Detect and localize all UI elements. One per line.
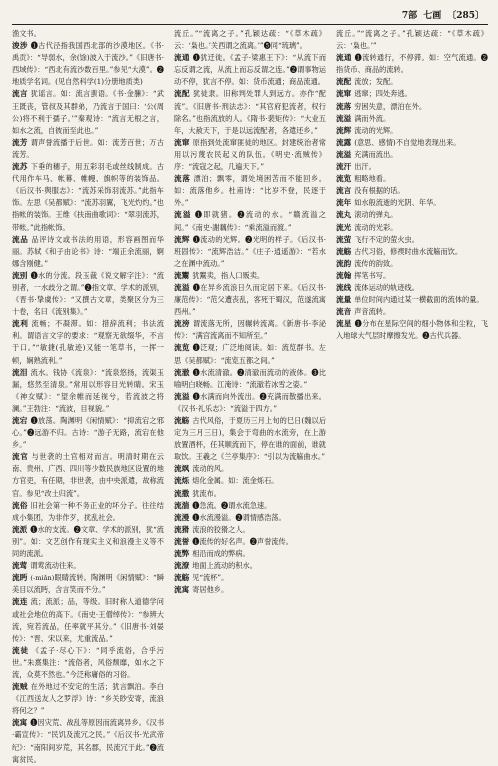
entry-headword: 流落 <box>336 101 352 111</box>
dictionary-entry <box>174 560 326 572</box>
dictionary-entry <box>174 512 326 524</box>
entry-definition: 地面上流动的积水。 <box>192 561 257 571</box>
entry-headword: 流量 <box>336 295 352 305</box>
entry-definition: 流动的光辉。 <box>354 125 398 135</box>
entry-definition: 原指到处流窜匪徒的地区。封建统治者常用以污蔑农民起义的队伍。《明史·流贼传》序：“流寇之起，几遍天下。” <box>174 137 326 172</box>
entry-headword: 流徒 <box>12 645 29 655</box>
dictionary-entry <box>12 367 164 415</box>
dictionary-entry <box>12 318 164 366</box>
entry-headword: 流溢 <box>336 149 352 159</box>
dictionary-entry <box>12 500 164 524</box>
entry-definition: 谓声誉流播于后世。如：流芳百世；万古流芳。 <box>12 137 164 159</box>
entry-headword: 流辉 <box>174 234 190 244</box>
entry-headword: 流溢 <box>174 391 190 401</box>
entry-headword: 流品 <box>12 234 29 244</box>
dictionary-entry <box>336 173 488 185</box>
entry-headword: 流鬻 <box>174 270 190 280</box>
entry-definition: 流丘。”“流离之子。”孔颖达疏：“《草木疏》云：‘枭也。’关西谓之流离。’”❺同“琉璃”。 <box>174 29 326 51</box>
entry-definition: 流水。钱协《流泉》：“流泉悠扬，流渠玉漏，悠然至清泉。”常用以形容目光转睛。宋玉《神女赋》：“望余帷而延视兮，若流波之将澜。”王勃注：“流波，目视貌。” <box>12 367 164 413</box>
dictionary-entry <box>174 270 326 282</box>
entry-headword: 流澈 <box>174 367 190 377</box>
entry-definition: 谓流落无所，因辗转流离。《新唐书·李泌传》：“满宫流离而不知所至。” <box>174 319 327 341</box>
entry-headword: 流寓 <box>174 585 190 595</box>
entry-definition: 挥笔书写。 <box>354 270 391 280</box>
entry-definition: ❶即就猪。❷流动的水。“赣流溢之间。”《南史·謝藕传》：“乘流溢而渡。” <box>174 210 326 232</box>
columns <box>12 28 488 764</box>
entry-pronunciation: (-miǎn) <box>30 574 55 583</box>
entry-definition: ❶在异乡流浪日久而定居下来。《后汉书·廉范传》：“范父遭丧乱，客死于蜀汉，范遂流寓西州。” <box>174 282 327 317</box>
entry-definition: 相沿而成的弊病。 <box>192 549 250 559</box>
entry-definition: 流丘。”“流离之子。”孔颖达疏：“《草木疏》云：‘枭也。’” <box>336 29 488 51</box>
entry-headword: 流贼 <box>12 682 28 692</box>
entry-definition: ❶放荡。陶渊明《闲情赋》：“抑流宕之邪心。”❷远游不归。古诗：“游子无路，流宕在他乡。” <box>12 416 164 450</box>
header-rule <box>12 24 488 25</box>
dictionary-entry <box>336 161 488 173</box>
dictionary-entry <box>12 28 164 40</box>
entry-headword: 流撒 <box>174 488 190 498</box>
entry-headword: 流线 <box>336 282 352 292</box>
entry-headword: 流誉 <box>174 536 190 546</box>
dictionary-entry <box>336 113 488 125</box>
entry-headword: 流寓 <box>12 718 28 728</box>
dictionary-entry <box>12 596 164 644</box>
entry-headword: 流湍 <box>174 500 190 510</box>
entry-headword: 流莺 <box>12 561 28 571</box>
dictionary-entry <box>336 76 488 88</box>
entry-headword: 流猾 <box>174 524 190 534</box>
entry-headword: 流滂 <box>174 319 190 329</box>
entry-headword: 流苏 <box>12 162 28 172</box>
entry-definition: 流放；发配。 <box>354 77 398 87</box>
entry-definition: 流动的光彩。 <box>354 222 398 232</box>
dictionary-entry <box>174 500 326 512</box>
dictionary-entry <box>12 451 164 499</box>
entry-definition: 见“流杯”。 <box>192 573 229 583</box>
entry-definition: 没有根据的话。 <box>354 186 405 196</box>
entry-definition: 逃窜；四处奔逃。 <box>354 89 412 99</box>
entry-headword: 流觞 <box>336 246 352 256</box>
entry-definition: ❶流动的光辉。❷光明的样子。《后汉书·班固传》：“流辉浩洁。”《庄子·逍遥游》：“若水之在渊中流动。” <box>174 234 327 268</box>
entry-definition: 与世袭的土官相对而言。明清时期在云南、贵州、广西、四川等少数民族地区设置的地方官吏，有任期，非世袭，由中央派遣，故称流官。参见“改土归流”。 <box>12 452 164 498</box>
entry-headword: 流丸 <box>336 210 352 220</box>
entry-headword: 流览 <box>336 174 352 184</box>
entry-headword: 流落 <box>174 174 191 184</box>
middle-column <box>174 28 326 678</box>
dictionary-entry <box>12 161 164 234</box>
dictionary-entry <box>174 367 326 391</box>
entry-definition: 古代习俗，修禊时曲水流觞而饮。 <box>354 246 463 256</box>
dictionary-entry <box>12 270 164 318</box>
dictionary-entry <box>174 282 326 318</box>
dictionary-entry <box>174 28 326 52</box>
entry-definition: 旧社会第一种不务正业的坏分子。往往结成小集团，为非作歹，扰乱社会。 <box>12 500 164 522</box>
entry-definition: 熔化金属。如：流金烁石。 <box>192 476 279 486</box>
entry-headword: 流通 <box>174 53 190 63</box>
dictionary-entry <box>336 52 488 76</box>
dictionary-entry <box>174 137 326 173</box>
entry-headword: 流辉 <box>336 125 352 135</box>
page-number: 〔285〕 <box>447 10 484 21</box>
entry-definition: (意思、感情)不自觉地表现出来。 <box>354 137 461 147</box>
entry-definition: 流动的风。 <box>192 464 229 474</box>
entry-headword: 流露 <box>336 137 352 147</box>
dictionary-entry <box>12 415 164 451</box>
left-column <box>12 28 165 764</box>
entry-headword: 流漫 <box>174 512 190 522</box>
entry-definition: 流浪的狡猾之人。 <box>192 524 250 534</box>
entry-headword: 流言 <box>336 186 352 196</box>
entry-definition: 犹鬻卖，指人口贩卖。 <box>192 270 265 280</box>
entry-headword: 流音 <box>336 307 352 317</box>
entry-definition: 飞行不定的萤火虫。 <box>354 234 419 244</box>
entry-definition: ❶水的分流。段玉裁《说文解字注》：“流别者，一水歧分之谓。”❷指文章、学术的派别，《晋书·挚虞传》：“又撰古文章，类聚区分为三十卷，名曰《流别集》。” <box>12 270 164 317</box>
entry-headword: 流翰 <box>336 270 352 280</box>
dictionary-entry <box>174 415 326 463</box>
entry-definition: 犹徒隶。旧称判处罪人到远方。亦作“配流”。《旧唐书·刑法志》：“其官府犯流者，权行除名。”也指流放的人。《隋书·裴矩传》：“大业五年，大赦天下，于是以远流配者，各遣还乡。” <box>174 89 326 135</box>
entry-headword: 流星 <box>336 319 352 329</box>
dictionary-entry <box>336 306 488 318</box>
dictionary-entry <box>336 185 488 197</box>
entry-definition: 如水般流逝的光阴、年华。 <box>354 198 441 208</box>
dictionary-entry <box>336 294 488 306</box>
dictionary-entry <box>12 572 164 596</box>
dictionary-entry <box>174 584 326 596</box>
entry-headword: 流弊 <box>174 549 190 559</box>
entry-definition: 犹流布。 <box>192 488 221 498</box>
entry-headword: 流潦 <box>174 561 190 571</box>
entry-definition: ❶水流漫溢。❷谓情感浩荡。 <box>192 512 286 522</box>
stroke-section: 七画 <box>423 10 442 21</box>
entry-headword: 流觞 <box>174 573 190 583</box>
entry-headword: 浚涉 <box>12 41 28 51</box>
entry-headword: 流烁 <box>174 476 190 486</box>
dictionary-entry <box>174 88 326 136</box>
entry-headword: 流别 <box>12 270 28 280</box>
entry-definition: 犹谣言。如：流言蜚语。《书·金縢》：“武王既丧，管叔及其群弟，乃流言于国曰：‘公(周公)将不利于孺子。’”秦观诗：“流言无根之言，如水之流，自彼而至此也。” <box>12 89 165 135</box>
dictionary-entry <box>336 149 488 161</box>
entry-headword: 流年 <box>336 198 352 208</box>
dictionary-entry <box>174 52 326 88</box>
dictionary-entry <box>12 681 164 717</box>
dictionary-entry <box>336 101 488 113</box>
dictionary-entry <box>174 536 326 548</box>
entry-definition: 声音流转。 <box>354 307 391 317</box>
entry-definition: 充满而流出。 <box>354 149 398 159</box>
dictionary-entry <box>174 475 326 487</box>
entry-definition: 下垂的穗子，用五彩羽毛或丝线制成。古代用作车马、帐幕、帷幔、旗帜等的装饰品。《后汉书·舆服志》：“流苏采饰羽流苏。”此指车饰。左思《吴都赋》：“流苏羽翼，飞光灼灼。”也指帐的装饰。王维《扶南曲歌词》：“翠羽流苏，带帐。”此指帐饰。 <box>12 162 164 232</box>
dictionary-entry <box>336 282 488 294</box>
dictionary-entry <box>336 88 488 100</box>
dictionary-entry <box>12 717 164 765</box>
entry-headword: 流览 <box>174 343 190 353</box>
entry-definition: ❶水的支流。❷文章、学术的派别，犹“流别”。如：文艺创作有现实主义和浪漫主义等不同的流派。 <box>12 524 164 559</box>
entry-headword: 流眄 <box>12 573 28 583</box>
entry-headword: 流萤 <box>336 234 352 244</box>
dictionary-entry <box>336 234 488 246</box>
entry-definition: 穷困失意，漂泊在外。 <box>354 101 427 111</box>
entry-headword: 流宕 <box>12 416 28 425</box>
entry-definition: 流体运动的轨迹线。 <box>354 282 419 292</box>
entry-headword: 流芳 <box>12 137 28 147</box>
dictionary-entry <box>336 270 488 282</box>
entry-headword: 流飒 <box>174 464 190 474</box>
dictionary-entry <box>336 125 488 137</box>
entry-definition: 在外地过不安定的生活；犹言飘泊。李白《江西送友人之罗浮》诗：“乡关眇安寄，流浪将何之？” <box>12 682 164 716</box>
page-header <box>12 6 488 22</box>
entry-definition: ❶分布在星际空间的细小物体和尘粒，飞入地球大气层时摩擦发光。❷古代兵器。 <box>336 319 488 341</box>
entry-headword: 流溢 <box>174 210 192 220</box>
entry-definition: 渔文书。 <box>12 29 41 38</box>
dictionary-entry <box>12 88 164 136</box>
entry-definition: 流畅；不凝滞。如：措辞流利；书法流利。谓语言文字的要求：“观察无欲缀华，不言于口。”“敏捷(孔敏迹)又能一笔草书，一挥一顿，娴熟流利。” <box>12 319 164 365</box>
entry-headword: 流泪 <box>12 367 28 377</box>
entry-headword: 流通 <box>336 53 352 63</box>
dictionary-entry <box>12 524 164 560</box>
entry-definition: ❶水流清澈。❷清澈而流动的液体。❸比喻明白晓畅。江淹诗：“流澈若冰雪之姿。” <box>174 367 326 389</box>
entry-headword: 流官 <box>12 452 29 462</box>
entry-definition: ❶犹迁徙。《孟子·梁惠王下》：“从流下而忘反谓之流，从流上而忘反谓之连。”❷谓事物运动不停，犹言不停。如：货币流通；商品流通。 <box>174 53 327 87</box>
radical-section: 7部 <box>401 10 418 21</box>
dictionary-entry <box>336 137 488 149</box>
entry-definition: ❶流转通行，不停滞。如：空气流通。❷指货币、商品的流转。 <box>336 53 488 75</box>
dictionary-entry <box>336 258 488 270</box>
entry-definition: ❶因灾荒、战乱等原因而流离异乡。《汉书·霸宣传》：“民饥及流冗之民。”《后汉书·光武帝纪》：“南阳间岁荒，其名郡，民流冗于此。”❷流寓贫民。 <box>12 718 165 764</box>
entry-definition: ❶泛观；广泛地阅读。如：流览群书。左思《吴都赋》：“流览五都之间。” <box>174 343 326 365</box>
entry-headword: 流觞 <box>174 416 190 425</box>
entry-definition: ❶古代泾指我国西北部的沙漠地区。《书·禹贡》：“导弱水，余(馀)波入于流沙。”《旧唐书·西域传》：“西北有流沙数百里。”参见“大漠”。❷地质学名词。(见自然科学(1)分册地质类) <box>12 41 165 87</box>
entry-headword: 流窜 <box>336 89 352 99</box>
entry-headword: 流溢 <box>174 282 190 292</box>
entry-headword: 流俗 <box>12 500 28 510</box>
dictionary-entry <box>336 246 488 258</box>
dictionary-entry <box>12 137 164 161</box>
entry-definition: 滚动的弹丸。 <box>354 210 398 220</box>
right-column <box>336 28 488 678</box>
dictionary-entry <box>12 645 164 681</box>
dictionary-entry <box>174 234 326 270</box>
dictionary-entry <box>336 28 488 52</box>
entry-headword: 流窜 <box>174 137 190 147</box>
entry-headword: 流派 <box>12 524 28 534</box>
dictionary-entry <box>174 572 326 584</box>
dictionary-entry <box>174 173 326 209</box>
dictionary-entry <box>12 234 164 270</box>
entry-definition: 古代风俗，于夏历三月上旬的巳日(魏以后定为三月三日)，集会于弯曲的水流旁，在上游放置酒杯，任其顺流而下，停在谁的面前，谁就取饮。王羲之《兰亭集序》：“引以为流觞曲水。” <box>174 416 327 462</box>
entry-definition: 漂泊；飘零，谓处境困苦而不能回乡。如：流落他乡。杜甫诗：“比岁不登，民逐于外。” <box>174 174 326 208</box>
dictionary-entry <box>174 318 326 342</box>
dictionary-entry <box>174 548 326 560</box>
entry-headword: 流光 <box>336 222 352 232</box>
entry-headword: 流利 <box>12 319 29 329</box>
entry-definition: 单位时间内通过某一横截面的流体的量。 <box>354 295 484 305</box>
dictionary-entry <box>336 318 488 342</box>
entry-headword: 流韵 <box>336 258 352 268</box>
dictionary-entry <box>174 463 326 475</box>
dictionary-entry <box>174 209 326 233</box>
dictionary-entry <box>12 560 164 572</box>
dictionary-entry <box>174 488 326 500</box>
entry-definition: 出汗。 <box>354 162 376 172</box>
entry-definition: ❶水满而向外流出。❷充满而散播出来。《汉书·礼乐志》：“流溢于四方。” <box>174 391 326 413</box>
entry-definition: 《孟子·尽心下》：“同乎流俗，合乎污世。”朱熹集注：“流俗者，风俗颓靡，如水之下流，众莫不然也。”今泛称庸俗的习俗。 <box>12 645 164 679</box>
entry-definition: 粗略地看。 <box>354 174 391 184</box>
dictionary-entry <box>336 197 488 209</box>
dictionary-entry <box>336 209 488 221</box>
entry-headword: 流言 <box>12 89 28 99</box>
dictionary-entry <box>12 40 164 88</box>
entry-headword: 流汗 <box>336 162 352 172</box>
dictionary-entry <box>174 342 326 366</box>
dictionary-entry <box>336 222 488 234</box>
entry-definition: 满而外流。 <box>354 113 391 123</box>
entry-definition: 流；流派；品，等级。旧时称人道德学问或社会地位的高下。《南史·王僧绰传》：“参辨大流，宛若流品，任率就平其分。”《旧唐书·刘晏传》：“晋、宋以来，尤重流品。” <box>12 597 164 643</box>
entry-definition: 谓莺流动往来。 <box>30 561 81 571</box>
entry-headword: 流溢 <box>336 113 352 123</box>
entry-definition: 眼睛流转。陶渊明《闲情赋》：“瞬美目以流眄，含言笑而不分。” <box>12 573 165 595</box>
entry-definition: ❶流传的好名声。❷声誉流传。 <box>192 536 293 546</box>
dictionary-entry <box>174 524 326 536</box>
dictionary-entry <box>174 391 326 415</box>
entry-headword: 流配 <box>336 77 352 87</box>
entry-definition: 品评诗文或书法的用语，形容画图而华丽。苏轼《和子由论书》诗：“端正余流丽，婀娜含刚健。” <box>12 234 164 268</box>
entry-headword: 流连 <box>12 597 28 607</box>
entry-headword: 流配 <box>174 89 191 99</box>
entry-definition: ❶急流。❷谓水流急速。 <box>192 500 272 510</box>
entry-definition: 流传的韵致。 <box>354 258 398 268</box>
entry-definition: 寄居他乡。 <box>192 585 229 595</box>
